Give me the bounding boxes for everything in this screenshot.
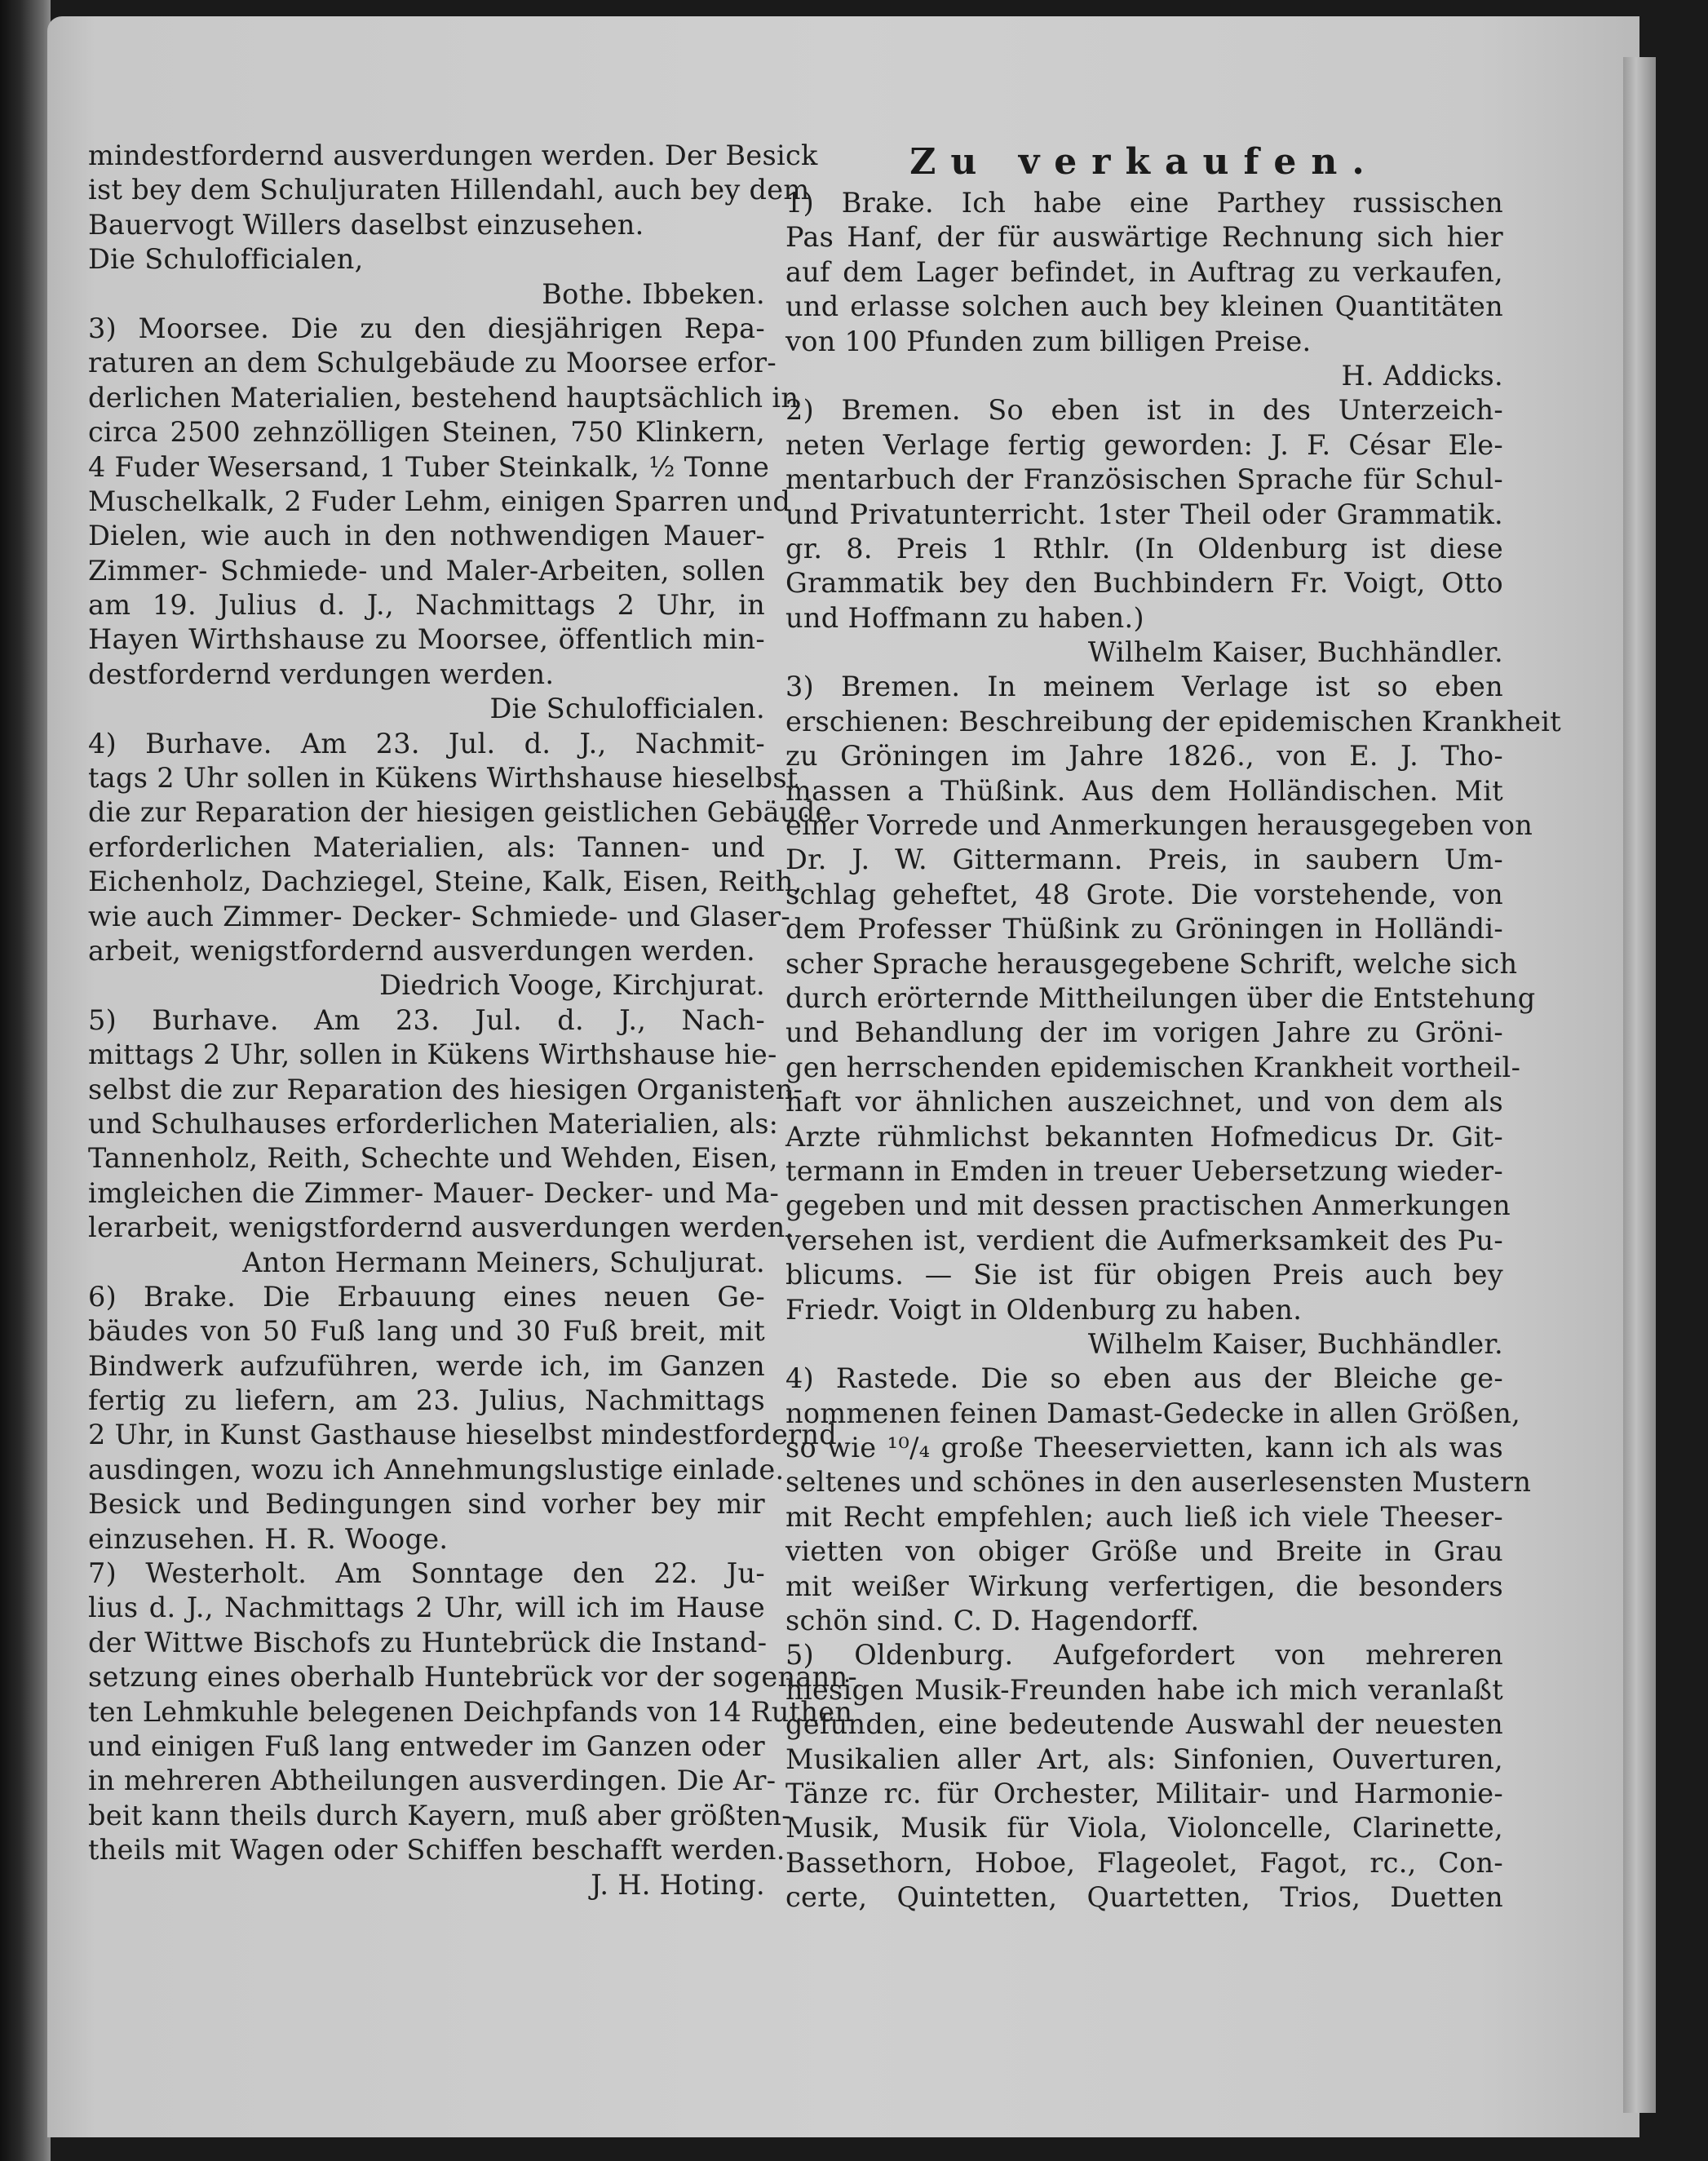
signature-line: Die Schulofficialen. [489, 693, 765, 725]
signature-line: Bothe. Ibbeken. [542, 277, 765, 310]
document-page [47, 16, 1639, 2137]
text-line: Tannenholz, Reith, Schechte und Wehden, Eisen, [88, 1142, 778, 1175]
text-line: Muschelkalk, 2 Fuder Lehm, einigen Sparren und [88, 485, 791, 517]
text-line: Besick und Bedingungen sind vorher bey mir [88, 1488, 765, 1521]
text-line: bäudes von 50 Fuß lang und 30 Fuß breit, mit [88, 1315, 765, 1348]
text-line: nommenen feinen Damast-Gedecke in allen Größen, [785, 1397, 1521, 1429]
text-line: gegeben und mit dessen practischen Anmerkungen [785, 1189, 1511, 1222]
text-line: wie auch Zimmer- Decker- Schmiede- und Glaser- [88, 900, 790, 932]
text-line: 5) Burhave. Am 23. Jul. d. J., Nach- [88, 1003, 765, 1036]
signature-line: Anton Hermann Meiners, Schuljurat. [242, 1246, 765, 1278]
text-line: so wie ¹⁰/₄ große Theeservietten, kann ich als was [785, 1432, 1503, 1464]
text-line: Dielen, wie auch in den nothwendigen Mauer- [88, 520, 765, 552]
text-line: Bindwerk aufzuführen, werde ich, im Ganzen [88, 1349, 765, 1382]
text-line: in mehreren Abtheilungen ausverdingen. Die Ar- [88, 1765, 777, 1797]
text-line: gr. 8. Preis 1 Rthlr. (In Oldenburg ist diese [785, 532, 1503, 565]
signature-line: Wilhelm Kaiser, Buchhändler. [1087, 636, 1503, 669]
text-line: Musik, Musik für Viola, Violoncelle, Clarinette, [785, 1812, 1503, 1844]
text-line: mindestfordernd ausverdungen werden. Der Besick [88, 139, 818, 171]
text-line: haft vor ähnlichen auszeichnet, und von dem als [785, 1086, 1503, 1118]
text-line: 3) Moorsee. Die zu den diesjährigen Repa- [88, 312, 765, 344]
text-line: 4) Burhave. Am 23. Jul. d. J., Nachmit- [88, 727, 765, 759]
text-line: einzusehen. H. R. Wooge. [88, 1522, 449, 1555]
text-line: Musikalien aller Art, als: Sinfonien, Ouverturen, [785, 1743, 1503, 1775]
text-line: setzung eines oberhalb Huntebrück vor der sogenann- [88, 1661, 857, 1694]
text-line: und Schulhauses erforderlichen Materialien, als: [88, 1107, 779, 1140]
text-line: 5) Oldenburg. Aufgefordert von mehreren [785, 1639, 1503, 1672]
text-line: die zur Reparation der hiesigen geistlichen Gebäude [88, 796, 832, 829]
signature-line: Diedrich Vooge, Kirchjurat. [379, 969, 765, 1002]
text-line: gefunden, eine bedeutende Auswahl der neuesten [785, 1708, 1503, 1741]
text-line: selbst die zur Reparation des hiesigen Organisten- [88, 1073, 803, 1105]
text-line: ist bey dem Schuljuraten Hillendahl, auch bey dem [88, 174, 810, 206]
section-heading: Zu verkaufen. [909, 141, 1379, 183]
text-line: Zimmer- Schmiede- und Maler-Arbeiten, sollen [88, 554, 765, 587]
text-line: lerarbeit, wenigstfordernd ausverdungen werden. [88, 1211, 794, 1244]
text-line: mentarbuch der Französischen Sprache für Schul- [785, 463, 1503, 496]
text-line: ausdingen, wozu ich Annehmungslustige einlade. [88, 1453, 785, 1486]
text-line: und Behandlung der im vorigen Jahre zu Gröni- [785, 1016, 1503, 1049]
text-line: 2 Uhr, in Kunst Gasthause hieselbst mindestfordernd [88, 1419, 838, 1451]
text-line: 4 Fuder Wesersand, 1 Tuber Steinkalk, ½ Tonne [88, 450, 770, 483]
text-line: auf dem Lager befindet, in Auftrag zu verkaufen, [785, 255, 1503, 288]
text-line: und Hoffmann zu haben.) [785, 601, 1144, 634]
text-line: erforderlichen Materialien, als: Tannen- und [88, 830, 765, 863]
text-line: und erlasse solchen auch bey kleinen Quantitäten [785, 290, 1503, 323]
text-line: Pas Hanf, der für auswärtige Rechnung sich hier [785, 221, 1503, 254]
text-line: raturen an dem Schulgebäude zu Moorsee erfor- [88, 347, 777, 379]
text-line: ten Lehmkuhle belegenen Deichpfands von 14 Ruthen [88, 1695, 853, 1728]
text-line: tags 2 Uhr sollen in Kükens Wirthshause hieselbst [88, 762, 799, 795]
text-line: imgleichen die Zimmer- Mauer- Decker- und Ma- [88, 1176, 780, 1209]
text-line: 7) Westerholt. Am Sonntage den 22. Ju- [88, 1557, 765, 1590]
text-line: derlichen Materialien, bestehend hauptsächlich in [88, 381, 799, 414]
text-line: 1) Brake. Ich habe eine Parthey russischen [785, 187, 1503, 219]
text-line: von 100 Pfunden zum billigen Preise. [785, 325, 1312, 357]
text-line: destfordernd verdungen werden. [88, 658, 555, 690]
text-line: certe, Quintetten, Quartetten, Trios, Duetten [785, 1881, 1503, 1914]
text-line: termann in Emden in treuer Uebersetzung wieder- [785, 1154, 1503, 1187]
text-line: dem Professer Thüßink zu Gröningen in Holländi- [785, 913, 1503, 945]
text-line: versehen ist, verdient die Aufmerksamkeit des Pu- [785, 1224, 1503, 1256]
text-line: und einigen Fuß lang entweder im Ganzen oder [88, 1729, 765, 1762]
signature-line: Wilhelm Kaiser, Buchhändler. [1087, 1327, 1503, 1360]
text-line: Bauervogt Willers daselbst einzusehen. [88, 208, 644, 241]
text-line: Die Schulofficialen, [88, 243, 364, 276]
text-line: vietten von obiger Größe und Breite in Grau [785, 1535, 1503, 1568]
text-line: theils mit Wagen oder Schiffen beschafft werden. [88, 1834, 785, 1867]
text-line: arbeit, wenigstfordernd ausverdungen werden. [88, 934, 755, 967]
page-stack-edge [1623, 57, 1656, 2113]
text-line: mittags 2 Uhr, sollen in Kükens Wirthshause hie- [88, 1038, 777, 1071]
text-line: der Wittwe Bischofs zu Huntebrück die Instand- [88, 1626, 768, 1658]
text-line: Bassethorn, Hoboe, Flageolet, Fagot, rc., Con- [785, 1846, 1503, 1879]
text-line: durch erörternde Mittheilungen über die Entstehung [785, 981, 1536, 1014]
text-line: Tänze rc. für Orchester, Militair- und Harmonie- [785, 1777, 1503, 1809]
signature-line: H. Addicks. [1341, 359, 1503, 392]
text-line: mit weißer Wirkung verfertigen, die besonders [785, 1570, 1503, 1602]
left-column [88, 139, 857, 1902]
text-line: erschienen: Beschreibung der epidemischen Krankheit [785, 705, 1562, 737]
text-line: zu Gröningen im Jahre 1826., von E. J. Tho- [785, 740, 1503, 773]
text-line: Dr. J. W. Gittermann. Preis, in saubern Um- [785, 844, 1503, 876]
text-line: scher Sprache herausgegebene Schrift, welche sich [785, 947, 1518, 980]
text-line: Friedr. Voigt in Oldenburg zu haben. [785, 1293, 1303, 1326]
text-line: Grammatik bey den Buchbindern Fr. Voigt, Otto [785, 567, 1503, 600]
text-line: und Privatunterricht. 1ster Theil oder Grammatik. [785, 498, 1503, 530]
text-line: gen herrschenden epidemischen Krankheit vortheil- [785, 1051, 1521, 1083]
text-line: 6) Brake. Die Erbauung eines neuen Ge- [88, 1280, 765, 1313]
text-line: mit Recht empfehlen; auch ließ ich viele Theeser- [785, 1500, 1503, 1533]
text-line: 3) Bremen. In meinem Verlage ist so eben [785, 671, 1503, 703]
signature-line: J. H. Hoting. [591, 1868, 765, 1901]
text-line: schlag geheftet, 48 Grote. Die vorstehende, von [785, 878, 1503, 910]
right-column [785, 139, 1562, 1915]
text-line: 2) Bremen. So eben ist in des Unterzeich- [785, 394, 1503, 427]
text-line: 4) Rastede. Die so eben aus der Bleiche ge- [785, 1362, 1503, 1395]
text-line: hiesigen Musik-Freunden habe ich mich veranlaßt [785, 1673, 1503, 1706]
previous-page-edge [0, 0, 51, 2161]
text-line: Hayen Wirthshause zu Moorsee, öffentlich min- [88, 623, 765, 656]
text-line: blicums. — Sie ist für obigen Preis auch bey [785, 1259, 1503, 1291]
text-line: massen a Thüßink. Aus dem Holländischen. Mit [785, 774, 1503, 807]
text-line: schön sind. C. D. Hagendorff. [785, 1605, 1200, 1637]
text-line: neten Verlage fertig geworden: J. F. César Ele- [785, 428, 1503, 461]
text-line: beit kann theils durch Kayern, muß aber größten- [88, 1799, 791, 1831]
text-line: seltenes und schönes in den auserlesensten Mustern [785, 1466, 1532, 1499]
text-line: lius d. J., Nachmittags 2 Uhr, will ich im Hause [88, 1592, 765, 1624]
text-line: Eichenholz, Dachziegel, Steine, Kalk, Eisen, Reith, [88, 866, 803, 898]
text-line: am 19. Julius d. J., Nachmittags 2 Uhr, in [88, 589, 765, 622]
text-line: einer Vorrede und Anmerkungen herausgegeben von [785, 809, 1533, 842]
text-line: fertig zu liefern, am 23. Julius, Nachmittags [88, 1384, 765, 1417]
text-line: Arzte rühmlichst bekannten Hofmedicus Dr. Git- [785, 1120, 1503, 1153]
text-line: circa 2500 zehnzölligen Steinen, 750 Klinkern, [88, 416, 765, 449]
